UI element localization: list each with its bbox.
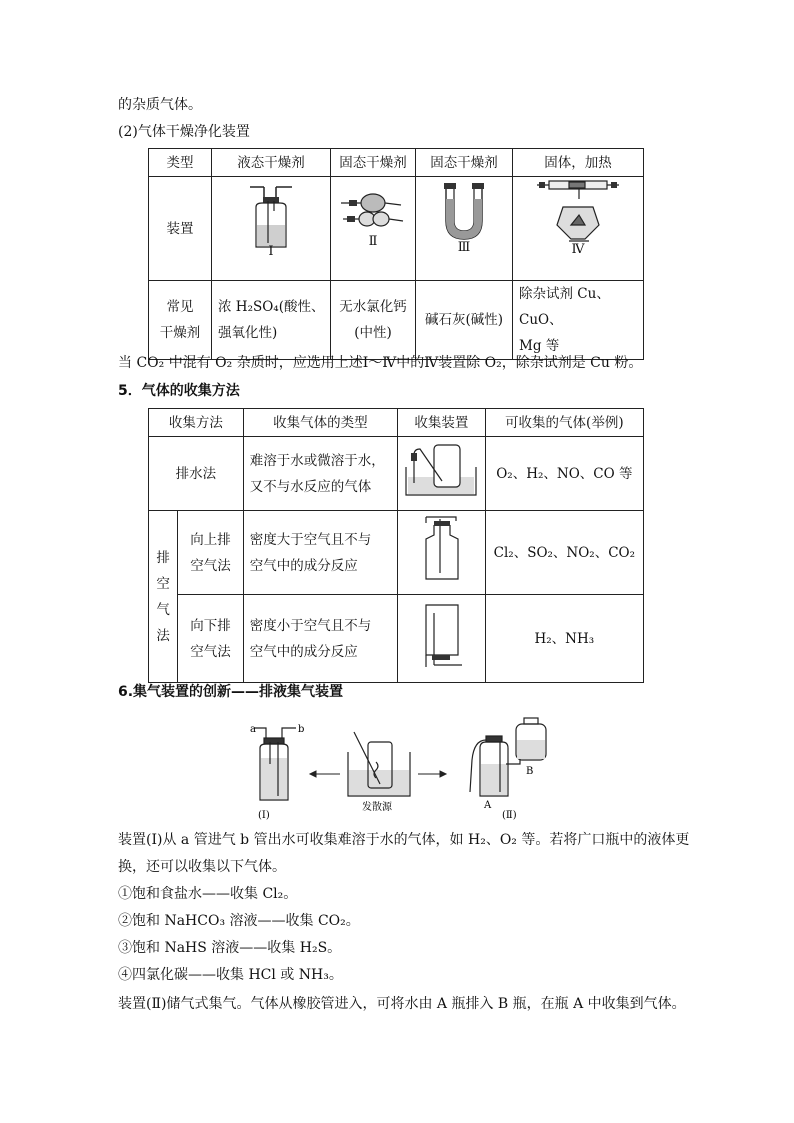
up-method: 向上排 空气法 <box>178 511 244 595</box>
label-roman-III: Ⅲ <box>457 240 471 255</box>
air-method: 排 空 气 法 <box>149 511 178 683</box>
up-apparatus-cell <box>397 511 485 595</box>
down-apparatus-cell <box>397 595 485 683</box>
label-A: A <box>484 800 492 811</box>
collection-table <box>148 408 644 683</box>
device-III-cell <box>416 177 513 281</box>
down-examples: H₂、NH₃ <box>485 595 643 683</box>
section-heading-innovation: 6.集气装置的创新——排液集气装置 <box>118 684 344 700</box>
header-gas-type: 收集气体的类型 <box>243 409 397 437</box>
upward-air-bottle-icon <box>398 511 484 585</box>
header-method: 收集方法 <box>149 409 244 437</box>
device-II-cell <box>331 177 416 281</box>
device-I-bottle-icon <box>254 728 296 800</box>
header-apparatus: 收集装置 <box>397 409 485 437</box>
device-II-bottles-icon <box>470 718 546 796</box>
section-heading-collect: 5．气体的收集方法 <box>118 383 240 399</box>
water-apparatus-cell <box>397 437 485 511</box>
device-IV-cell <box>513 177 644 281</box>
caption-I: (Ⅰ) <box>258 810 270 821</box>
header-liquid: 液态干燥剂 <box>212 149 331 177</box>
label-B: B <box>526 766 534 777</box>
down-method: 向下排 空气法 <box>178 595 244 683</box>
water-examples: O₂、H₂、NO、CO 等 <box>485 437 643 511</box>
agent-cacl2: 无水氯化钙 (中性) <box>331 281 416 360</box>
para2: 装置(Ⅱ)储气式集气。气体从橡胶管进入，可将水由 A 瓶排入 B 瓶，在瓶 A 中收集到气体。 <box>118 996 686 1012</box>
label-source: 发散源 <box>362 802 392 813</box>
water-displacement-icon <box>398 437 484 501</box>
device-I-cell <box>212 177 331 281</box>
header-solid-2: 固态干燥剂 <box>416 149 513 177</box>
agent-soda-lime: 碱石灰(碱性) <box>416 281 513 360</box>
water-type: 难溶于水或微溶于水， 又不与水反应的气体 <box>243 437 397 511</box>
agent-cu: 除杂试剂 Cu、CuO、 Mg 等 <box>513 281 644 360</box>
label-roman-II: Ⅱ <box>368 234 378 249</box>
header-type: 类型 <box>149 149 212 177</box>
note-line: 当 CO₂ 中混有 O₂ 杂质时，应选用上述Ⅰ～Ⅳ中的Ⅳ装置除 O₂，除杂试剂是 Cu 粉。 <box>118 355 643 371</box>
up-examples: Cl₂、SO₂、NO₂、CO₂ <box>485 511 643 595</box>
agent-liquid: 浓 H₂SO₄(酸性、 强氧化性) <box>212 281 331 360</box>
water-method: 排水法 <box>149 437 244 511</box>
row-label-agent: 常见 干燥剂 <box>149 281 212 360</box>
header-solid-heat: 固体，加热 <box>513 149 644 177</box>
list-item: ①饱和食盐水——收集 Cl₂。 <box>118 886 298 902</box>
label-roman-IV: Ⅳ <box>571 242 585 257</box>
drying-tube-icon <box>331 177 415 271</box>
source-beaker-icon <box>348 732 410 796</box>
label-b: b <box>298 724 305 735</box>
row-label-device: 装置 <box>149 177 212 281</box>
liquid-collection-figure <box>240 712 560 824</box>
intro-text: 的杂质气体。 <box>118 97 202 113</box>
para1-line2: 换，还可以收集以下气体。 <box>118 859 286 875</box>
list-item: ②饱和 NaHCO₃ 溶液——收集 CO₂。 <box>118 913 360 929</box>
list-item: ③饱和 NaHS 溶液——收集 H₂S。 <box>118 940 342 956</box>
label-a: a <box>250 724 256 735</box>
section-heading-drying: (2)气体干燥净化装置 <box>118 124 250 140</box>
header-solid-1: 固态干燥剂 <box>331 149 416 177</box>
para1-line1: 装置(Ⅰ)从 a 管进气 b 管出水可收集难溶于水的气体，如 H₂、O₂ 等。若将广口瓶中的液体更 <box>118 832 690 848</box>
down-type: 密度小于空气且不与 空气中的成分反应 <box>243 595 397 683</box>
caption-II: (Ⅱ) <box>502 810 517 821</box>
up-type: 密度大于空气且不与 空气中的成分反应 <box>243 511 397 595</box>
header-examples: 可收集的气体(举例) <box>485 409 643 437</box>
label-roman-I: Ⅰ <box>268 244 274 259</box>
drying-table <box>148 148 644 360</box>
downward-air-bottle-icon <box>398 595 484 673</box>
list-item: ④四氯化碳——收集 HCl 或 NH₃。 <box>118 967 343 983</box>
